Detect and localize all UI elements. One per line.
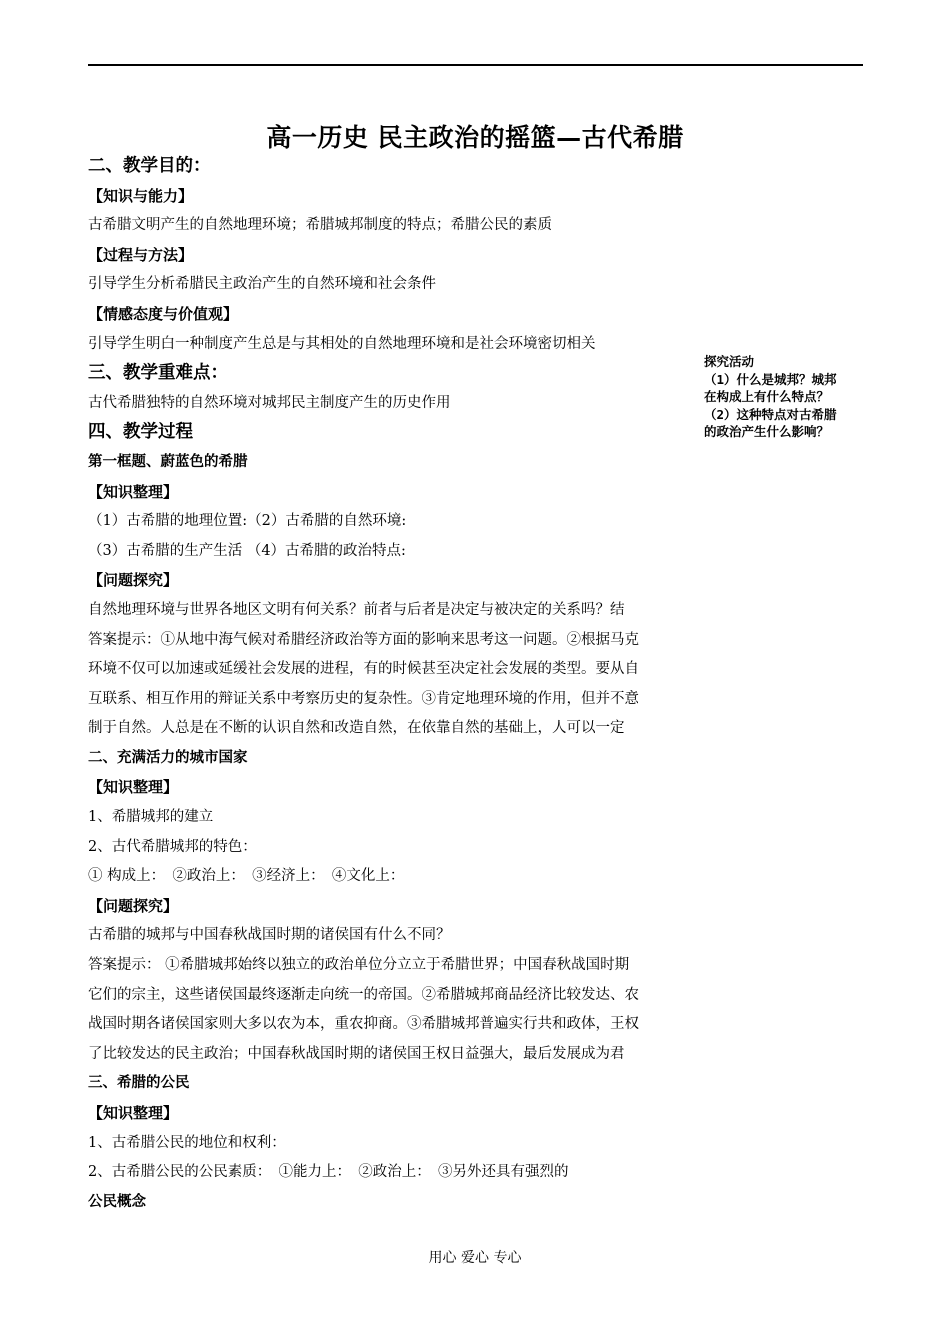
section-heading: 【知识整理】 [88, 778, 179, 797]
body-text-line: 自然地理环境与世界各地区文明有何关系？前者与后者是决定与被决定的关系吗？结 [88, 601, 625, 618]
body-text-line: 答案提示：①从地中海气候对希腊经济政治等方面的影响来思考这一问题。②根据马克 [88, 631, 639, 648]
section-heading: 【问题探究】 [88, 571, 179, 590]
body-text-line: 环境不仅可以加速或延缓社会发展的进程，有的时候甚至决定社会发展的类型。要从自 [88, 661, 639, 678]
page-footer: 用心 爱心 专心 [428, 1250, 522, 1266]
sidebar-line: 的政治产生什么影响？ [704, 424, 830, 439]
sidebar-heading: 探究活动 [704, 354, 755, 369]
body-text-line: （3）古希腊的生产生活 （4）古希腊的政治特点: [88, 542, 406, 559]
document-body [88, 152, 688, 1217]
section-heading: 第一框题、蔚蓝色的希腊 [88, 453, 248, 470]
section-heading: 【问题探究】 [88, 896, 179, 915]
body-text-line: 2、古希腊公民的公民素质： ①能力上： ②政治上： ③另外还具有强烈的 [88, 1164, 569, 1181]
section-heading: 【知识与能力】 [88, 186, 194, 205]
body-text-line: 答案提示： ①希腊城邦始终以独立的政治单位分立立于希腊世界；中国春秋战国时期 [88, 957, 630, 974]
body-text-line: （1）古希腊的地理位置:（2）古希腊的自然环境: [88, 513, 407, 530]
section-heading: 【情感态度与价值观】 [88, 304, 239, 323]
body-text-line: 它们的宗主，这些诸侯国最终逐渐走向统一的帝国。②希腊城邦商品经济比较发达、农 [88, 986, 639, 1003]
body-text-line: 战国时期各诸侯国家则大多以农为本，重农抑商。③希腊城邦普遍实行共和政体，王权 [88, 1016, 639, 1033]
body-text-line: 2、古代希腊城邦的特色： [88, 838, 257, 855]
body-text-line: 1、希腊城邦的建立 [88, 809, 214, 826]
body-text-line: 制于自然。人总是在不断的认识自然和改造自然，在依靠自然的基础上，人可以一定 [88, 720, 625, 737]
section-heading: 【知识整理】 [88, 1104, 179, 1122]
section-heading: 【过程与方法】 [88, 245, 194, 264]
sidebar-line: （2）这种特点对古希腊 [704, 406, 837, 422]
section-heading: 二、教学目的： [88, 156, 211, 176]
body-text-line: 引导学生分析希腊民主政治产生的自然环境和社会条件 [88, 276, 436, 293]
sidebar-note [704, 353, 894, 441]
body-text-line: 1、古希腊公民的地位和权利： [88, 1134, 286, 1151]
body-text-line: 古希腊的城邦与中国春秋战国时期的诸侯国有什么不同？ [88, 927, 451, 944]
section-heading: 四、教学过程 [88, 422, 193, 443]
body-text-line: 引导学生明白一种制度产生总是与其相处的自然地理环境和是社会环境密切相关 [88, 335, 596, 352]
sidebar-line: （1）什么是城邦？城邦 [704, 371, 837, 387]
section-heading: 二、充满活力的城市国家 [88, 749, 248, 766]
body-text-line: 古代希腊独特的自然环境对城邦民主制度产生的历史作用 [88, 394, 451, 411]
section-heading: 三、教学重难点： [88, 363, 228, 384]
body-text-line: ① 构成上： ②政治上： ③经济上： ④文化上： [88, 868, 405, 885]
sidebar-line: 在构成上有什么特点？ [704, 389, 830, 404]
body-text-line: 古希腊文明产生的自然地理环境；希腊城邦制度的特点；希腊公民的素质 [88, 217, 552, 234]
body-text-line: 了比较发达的民主政治；中国春秋战国时期的诸侯国王权日益强大，最后发展成为君 [88, 1045, 625, 1062]
page-title: 高一历史 民主政治的摇篮—古代希腊 [266, 123, 684, 152]
section-heading: 三、希腊的公民 [88, 1075, 190, 1092]
header-rule [88, 64, 863, 66]
section-heading: 公民概念 [88, 1193, 146, 1210]
section-heading: 【知识整理】 [88, 482, 179, 501]
body-text-line: 互联系、相互作用的辩证关系中考察历史的复杂性。③肯定地理环境的作用，但并不意 [88, 690, 639, 707]
